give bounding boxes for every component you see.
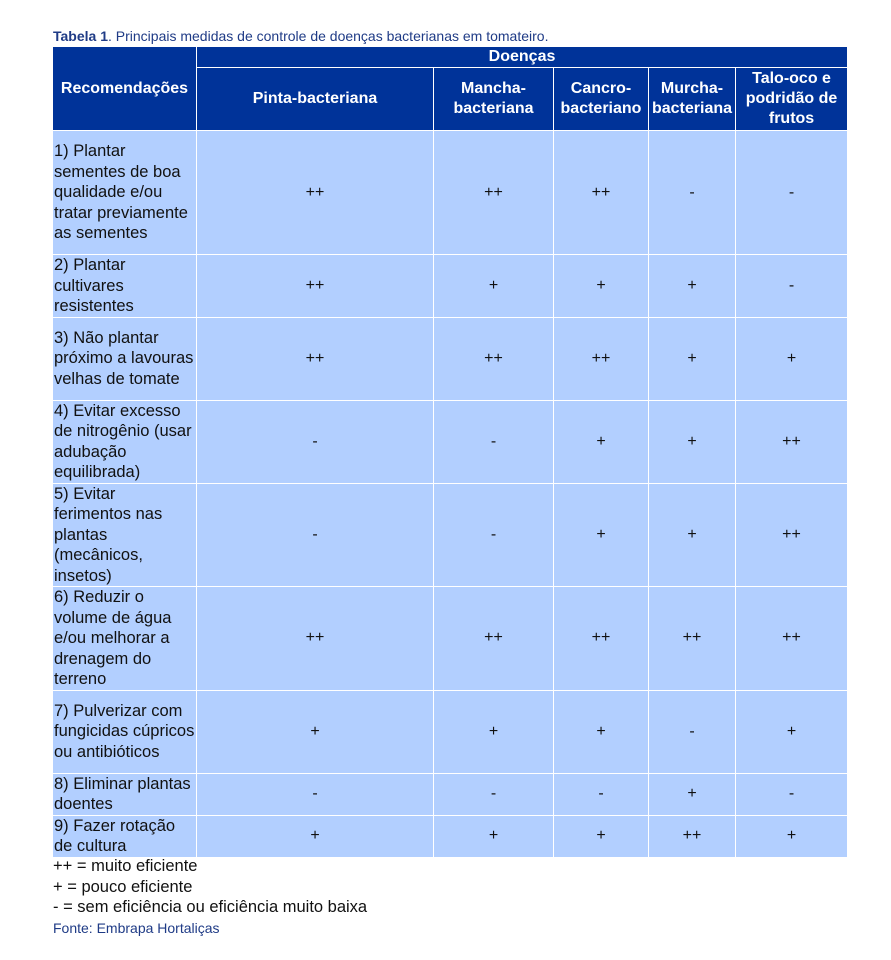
efficiency-cell: + [554, 400, 649, 483]
efficiency-cell: + [197, 690, 434, 773]
efficiency-cell: + [649, 255, 736, 318]
caption-label: Tabela 1 [53, 28, 108, 44]
efficiency-cell: - [197, 400, 434, 483]
efficiency-cell: + [434, 815, 554, 857]
legend [53, 856, 367, 918]
efficiency-cell: - [736, 255, 848, 318]
header-col: Cancro-bacteriano [554, 68, 649, 131]
table-row [53, 131, 848, 255]
table-caption [53, 28, 548, 44]
efficiency-cell: - [554, 773, 649, 815]
efficiency-cell: - [649, 131, 736, 255]
efficiency-cell: + [554, 483, 649, 587]
efficiency-cell: + [736, 690, 848, 773]
efficiency-cell: ++ [197, 131, 434, 255]
efficiency-cell: ++ [197, 317, 434, 400]
legend-item: ++ = muito eficiente [53, 857, 198, 875]
efficiency-cell: + [197, 815, 434, 857]
efficiency-cell: + [649, 483, 736, 587]
source-note: Fonte: Embrapa Hortaliças [53, 920, 220, 936]
efficiency-cell: ++ [197, 255, 434, 318]
caption-text: . Principais medidas de controle de doenças bacterianas em tomateiro. [108, 28, 549, 44]
table-row [53, 815, 848, 857]
efficiency-cell: + [649, 400, 736, 483]
efficiency-cell: + [554, 255, 649, 318]
header-col: Murcha-bacteriana [649, 68, 736, 131]
recommendation-cell: 7) Pulverizar com fungicidas cúpricos ou antibióticos [53, 690, 197, 773]
efficiency-cell: ++ [649, 815, 736, 857]
recommendation-cell: 8) Eliminar plantas doentes [53, 773, 197, 815]
efficiency-cell: ++ [434, 587, 554, 691]
efficiency-cell: ++ [649, 587, 736, 691]
efficiency-cell: ++ [197, 587, 434, 691]
efficiency-cell: + [736, 317, 848, 400]
recommendation-cell: 1) Plantar sementes de boa qualidade e/ou tratar previamente as sementes [53, 131, 197, 255]
efficiency-cell: + [554, 815, 649, 857]
recommendation-cell: 6) Reduzir o volume de água e/ou melhorar a drenagem do terreno [53, 587, 197, 691]
header-col: Mancha-bacteriana [434, 68, 554, 131]
recommendation-cell: 3) Não plantar próximo a lavouras velhas de tomate [53, 317, 197, 400]
efficiency-cell: - [197, 483, 434, 587]
efficiency-cell: ++ [736, 483, 848, 587]
recommendation-cell: 9) Fazer rotação de cultura [53, 815, 197, 857]
efficiency-cell: - [434, 400, 554, 483]
efficiency-cell: ++ [554, 317, 649, 400]
table-row [53, 773, 848, 815]
legend-item: + = pouco eficiente [53, 877, 193, 896]
efficiency-cell: ++ [736, 400, 848, 483]
table-row [53, 587, 848, 691]
legend-item: - = sem eficiência ou eficiência muito baixa [53, 898, 368, 916]
efficiency-cell: - [736, 773, 848, 815]
efficiency-cell: ++ [554, 587, 649, 691]
efficiency-cell: ++ [554, 131, 649, 255]
efficiency-cell: + [554, 690, 649, 773]
table-row [53, 400, 848, 483]
efficiency-cell: - [434, 483, 554, 587]
recommendation-cell: 5) Evitar ferimentos nas plantas (mecânicos, insetos) [53, 483, 197, 587]
efficiency-cell: - [649, 690, 736, 773]
efficiency-cell: ++ [736, 587, 848, 691]
disease-control-table [52, 46, 848, 858]
table-row [53, 255, 848, 318]
efficiency-cell: + [649, 773, 736, 815]
efficiency-cell: - [197, 773, 434, 815]
efficiency-cell: ++ [434, 131, 554, 255]
efficiency-cell: ++ [434, 317, 554, 400]
efficiency-cell: - [736, 131, 848, 255]
recommendation-cell: 4) Evitar excesso de nitrogênio (usar adubação equilibrada) [53, 400, 197, 483]
efficiency-cell: + [649, 317, 736, 400]
efficiency-cell: - [434, 773, 554, 815]
table-row [53, 690, 848, 773]
efficiency-cell: + [434, 255, 554, 318]
header-col: Talo-oco e podridão de frutos [736, 68, 848, 131]
efficiency-cell: + [736, 815, 848, 857]
header-col: Pinta-bacteriana [197, 68, 434, 131]
efficiency-cell: + [434, 690, 554, 773]
table-row [53, 317, 848, 400]
table-row [53, 483, 848, 587]
header-diseases: Doenças [197, 47, 848, 68]
header-recommendations: Recomendações [53, 47, 197, 131]
recommendation-cell: 2) Plantar cultivares resistentes [53, 255, 197, 318]
